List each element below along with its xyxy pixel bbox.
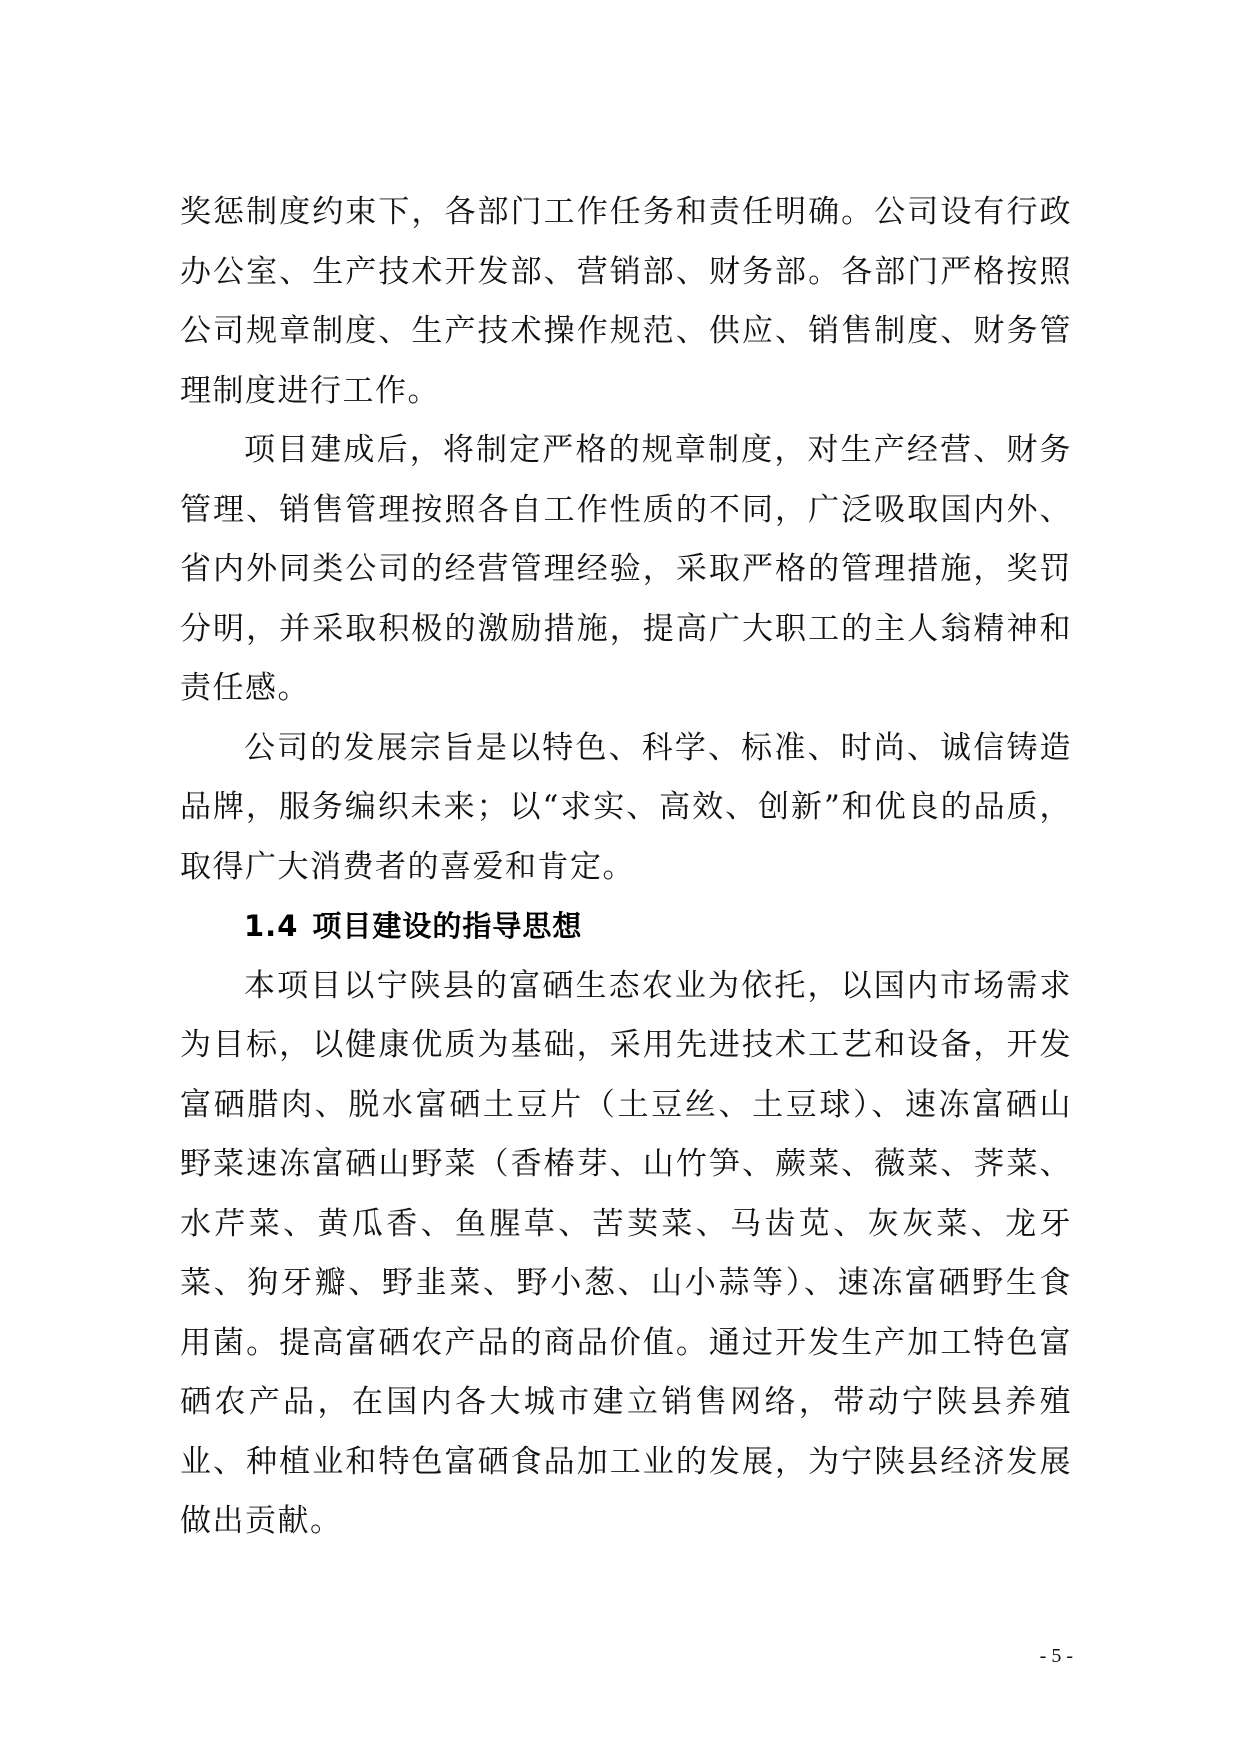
paragraph-continued-management: 奖惩制度约束下，各部门工作任务和责任明确。公司设有行政办公室、生产技术开发部、营销部、财务部。各部门严格按照公司规章制度、生产技术操作规范、供应、销售制度、财务管理制度进行工作。 [180,194,1072,409]
section-number: 1.4 [244,909,299,943]
paragraph-project-management: 项目建成后，将制定严格的规章制度，对生产经营、财务管理、销售管理按照各自工作性质的不同，广泛吸取国内外、省内外同类公司的经营管理经验，采取严格的管理措施，奖罚分明，并采取积极的激励措施，提高广大职工的主人翁精神和责任感。 [180,432,1072,706]
paragraph-guiding-ideology: 本项目以宁陕县的富硒生态农业为依托，以国内市场需求为目标，以健康优质为基础，采用先进技术工艺和设备，开发富硒腊肉、脱水富硒土豆片（土豆丝、土豆球）、速冻富硒山野菜速冻富硒山野菜（香椿芽、山竹笋、蕨菜、薇菜、荠菜、水芹菜、黄瓜香、鱼腥草、苦荬菜、马齿苋、灰灰菜、龙牙菜、狗牙瓣、野韭菜、野小葱、山小蒜等）、速冻富硒野生食用菌。提高富硒农产品的商品价值。通过开发生产加工特色富硒农产品，在国内各大城市建立销售网络，带动宁陕县养殖业、种植业和特色富硒食品加工业的发展，为宁陕县经济发展做出贡献。 [180,967,1072,1539]
section-heading [180,897,1072,957]
paragraph-company-mission: 公司的发展宗旨是以特色、科学、标准、时尚、诚信铸造品牌，服务编织未来；以“求实、高效、创新”和优良的品质，取得广大消费者的喜爱和肯定。 [180,729,1072,885]
page-body [180,183,1072,1552]
section-title: 项目建设的指导思想 [312,909,583,943]
page-number: - 5 - [1039,1645,1073,1667]
